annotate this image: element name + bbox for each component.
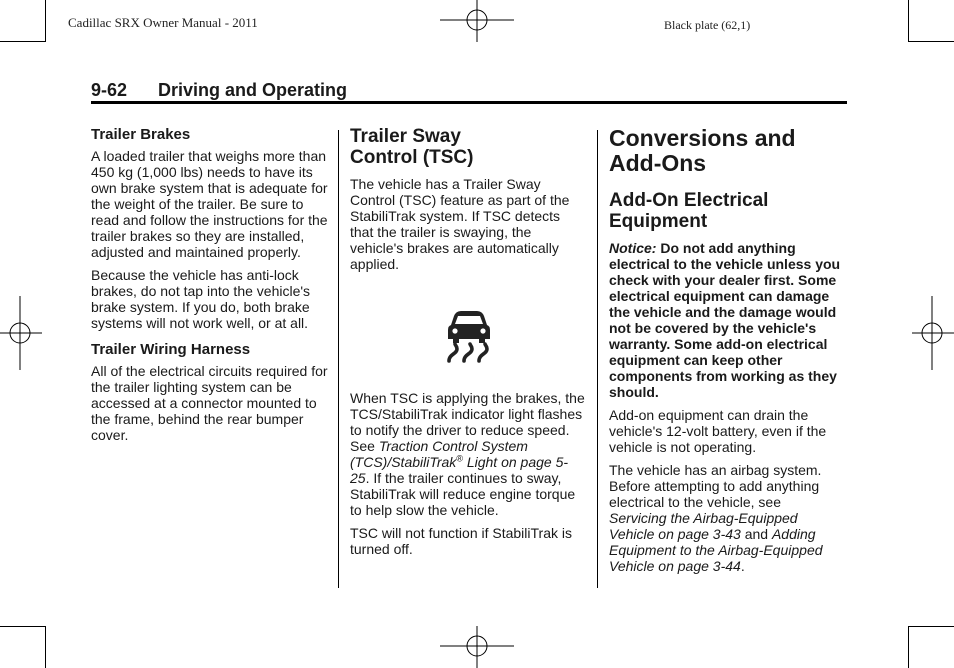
- notice-paragraph: [609, 240, 841, 400]
- paragraph: [350, 390, 586, 518]
- text: and: [740, 526, 772, 542]
- paragraph: Because the vehicle has anti-lock brakes, do not tap into the vehicle's brake system. If you do, both brake systems will not work well, or at all.: [91, 267, 311, 331]
- column-2: [350, 126, 586, 279]
- print-header-right: Black plate (62,1): [664, 18, 751, 32]
- heading-add-on-electrical: Add-On Electrical Equipment: [609, 190, 769, 232]
- heading-trailer-brakes: Trailer Brakes: [91, 126, 191, 143]
- registration-mark-icon: [440, 626, 516, 668]
- crop-mark: [45, 0, 46, 41]
- crop-mark: [908, 41, 954, 42]
- cross-reference-link[interactable]: Traction Control System (TCS)/StabiliTrak: [350, 438, 528, 470]
- registration-mark-icon: [912, 296, 954, 370]
- paragraph: The vehicle has a Trailer Sway Control (TSC) feature as part of the StabiliTrak system. If TSC detects that the trailer is swaying, the vehicle's brakes are automatically applied.: [350, 176, 570, 272]
- print-header-left: Cadillac SRX Owner Manual - 2011: [68, 15, 258, 30]
- column-divider: [338, 130, 339, 588]
- crop-mark: [908, 0, 909, 41]
- text: .: [740, 558, 745, 574]
- text: . If the trailer continues to sway, StabiliTrak will reduce engine torque to help slow the vehicle.: [350, 470, 576, 518]
- column-1: [91, 126, 331, 450]
- text: The vehicle has an airbag system. Before attempting to add anything electrical to the vehicle, see: [609, 462, 822, 510]
- cross-reference-link[interactable]: Servicing the Airbag-Equipped Vehicle on page 3-43: [609, 510, 798, 542]
- paragraph: All of the electrical circuits required for the trailer lighting system can be accessed at a connector mounted to the frame, behind the rear bumper cover.: [91, 363, 328, 443]
- notice-label: Notice:: [609, 240, 657, 256]
- column-3: [609, 126, 841, 581]
- crop-mark: [908, 626, 954, 627]
- heading-trailer-sway-control: Trailer Sway Control (TSC): [350, 126, 474, 168]
- chapter-title: Conversions and Add-Ons: [609, 125, 796, 176]
- column-divider: [597, 130, 598, 588]
- notice-text: Do not add anything electrical to the vehicle unless you check with your dealer first. Some electrical equipment can damage the vehicle and the damage would not be covered by the vehicle's warranty. Some add-on electrical equipment can keep other components from working as they should.: [609, 240, 841, 400]
- crop-mark: [908, 627, 909, 668]
- registration-mark-icon: [440, 0, 516, 42]
- cross-reference-link[interactable]: Light on page 5-25: [350, 454, 569, 486]
- running-head: [91, 80, 347, 101]
- text: When TSC is applying the brakes, the TCS/StabiliTrak indicator light flashes to notify the driver to reduce speed. See: [350, 390, 585, 454]
- header-rule: [91, 101, 847, 104]
- traction-control-skid-icon: [443, 309, 495, 363]
- page-number: 9-62: [91, 80, 128, 100]
- registered-mark: ®: [456, 453, 463, 464]
- paragraph: TSC will not function if StabiliTrak is turned off.: [350, 525, 572, 557]
- paragraph: [609, 462, 841, 574]
- heading-trailer-wiring: Trailer Wiring Harness: [91, 341, 251, 358]
- crop-mark: [0, 626, 46, 627]
- paragraph: Add-on equipment can drain the vehicle's 12-volt battery, even if the vehicle is not operating.: [609, 407, 827, 455]
- crop-mark: [0, 41, 46, 42]
- paragraph: A loaded trailer that weighs more than 450 kg (1,000 lbs) needs to have its own brake system that is adequate for the weight of the trailer. Be sure to read and follow the instructions for the trailer brakes so they are installed, adjusted and maintained properly.: [91, 148, 328, 260]
- cross-reference-link[interactable]: Adding Equipment to the Airbag-Equipped Vehicle on page 3-44: [609, 526, 823, 574]
- crop-mark: [45, 627, 46, 668]
- registration-mark-icon: [0, 296, 42, 370]
- section-title: Driving and Operating: [158, 80, 348, 100]
- column-2-lower: [350, 390, 586, 564]
